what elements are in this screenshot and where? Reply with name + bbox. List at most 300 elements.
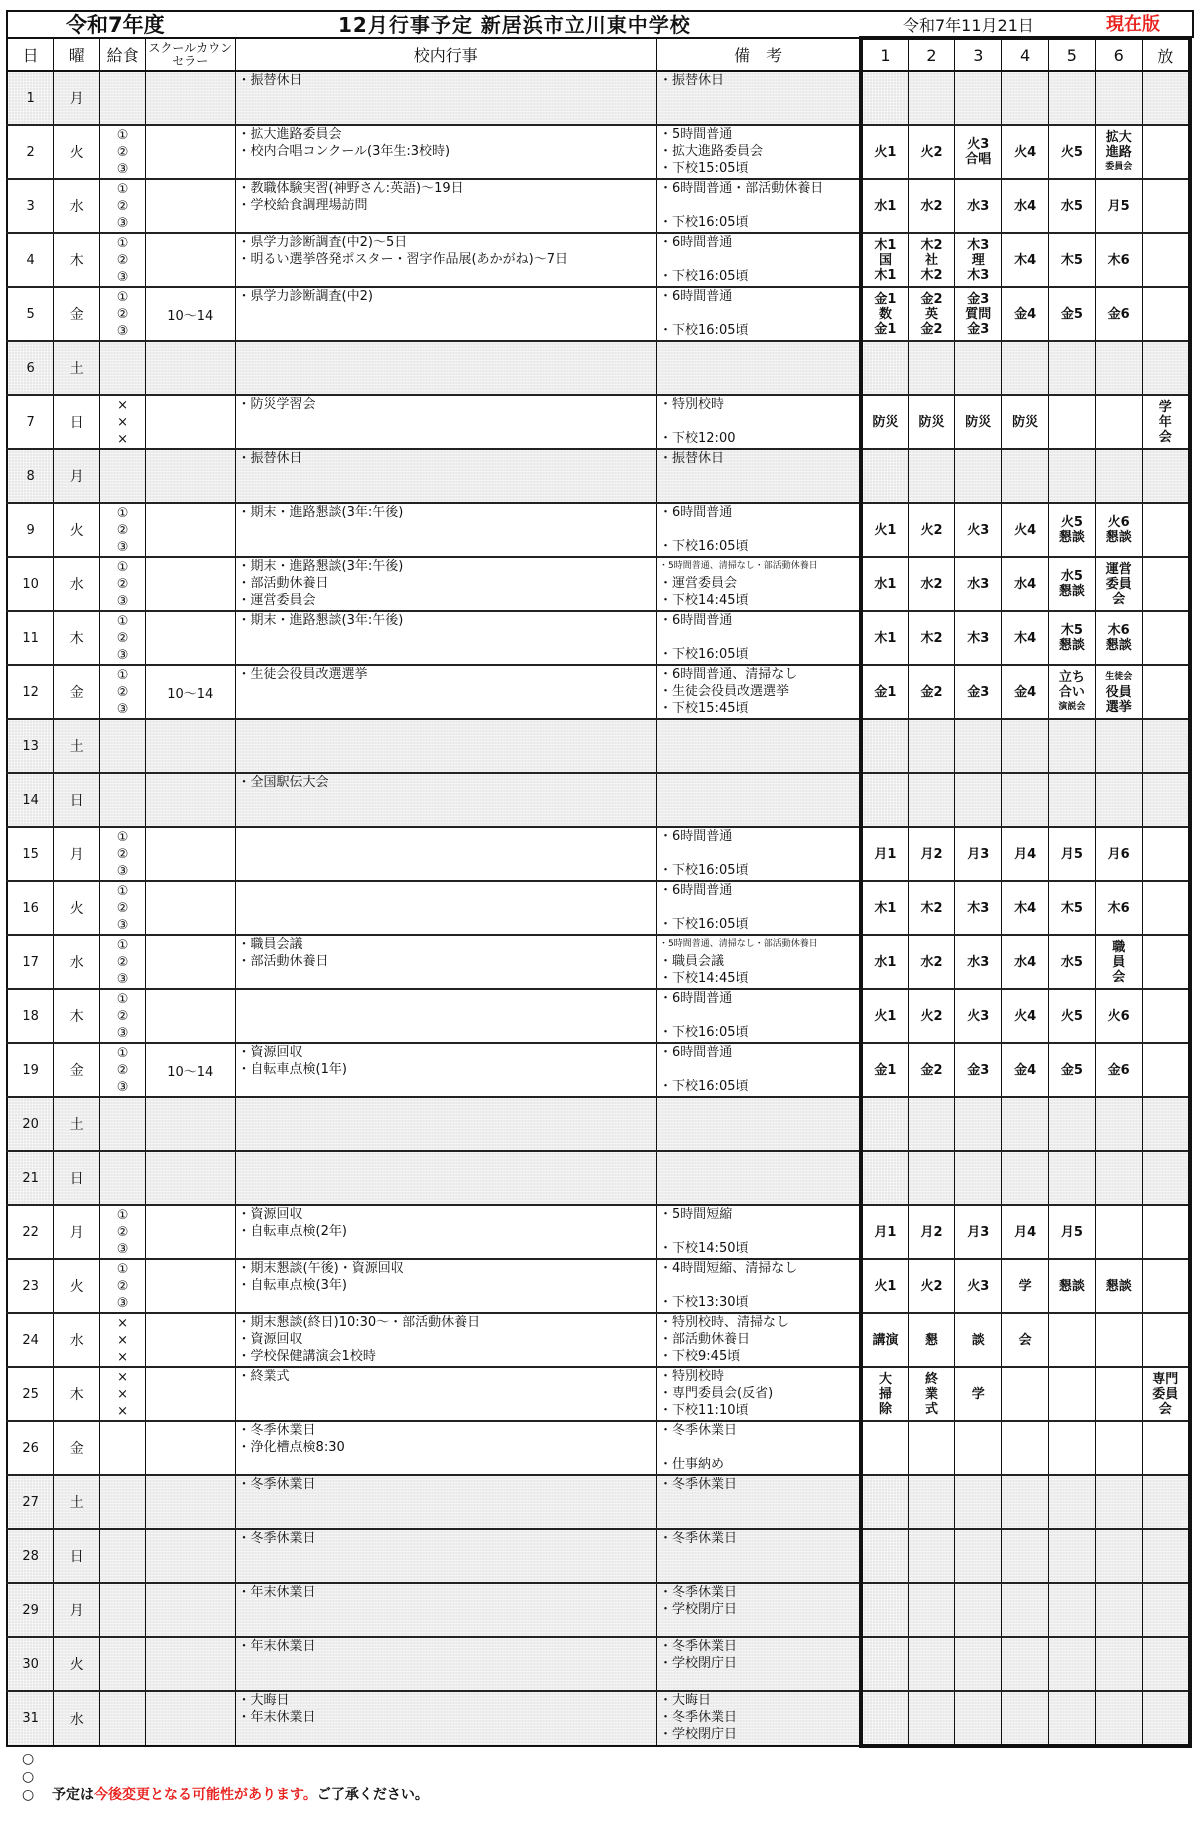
cell-weekday: 土 [54, 341, 100, 395]
cell-period-1 [861, 1097, 908, 1151]
note-line: ・運営委員会 [659, 576, 738, 591]
cell-weekday: 水 [54, 935, 100, 989]
period-text: 懇談 [1058, 530, 1085, 545]
note-line [659, 89, 859, 106]
cell-period-after-school [1142, 1205, 1190, 1259]
event-line: ・資源回収 [237, 1045, 303, 1060]
cell-period-2 [908, 989, 955, 1043]
cell-period-2 [908, 557, 955, 611]
note-line: ・下校16:05頃 [659, 917, 749, 932]
cell-notes [657, 1313, 862, 1367]
event-line [238, 990, 656, 1007]
cell-lunch [100, 395, 146, 449]
footer-notes [22, 1750, 429, 1804]
cell-period-3 [955, 1637, 1002, 1691]
note-line: ・6時間普通 [659, 235, 733, 250]
event-line [238, 1547, 656, 1564]
period-text: 火6 [1107, 515, 1130, 530]
note-line: ・6時間普通 [659, 613, 733, 628]
cell-day: 22 [7, 1205, 54, 1259]
cell-period-1 [861, 935, 908, 989]
lunch-mark [100, 1565, 145, 1582]
note-line [659, 791, 859, 808]
event-line [238, 322, 656, 339]
cell-lunch [100, 1691, 146, 1746]
note-line [659, 467, 859, 484]
cell-events [235, 1475, 656, 1529]
period-text: 火1 [874, 1008, 897, 1024]
event-line [238, 484, 656, 501]
cell-period-2 [908, 1421, 955, 1475]
cell-day: 12 [7, 665, 54, 719]
cell-period-after-school [1142, 233, 1190, 287]
cell-notes [657, 1367, 862, 1421]
cell-period-after-school [1142, 935, 1190, 989]
note-line [659, 1186, 859, 1203]
cell-period-after-school [1142, 881, 1190, 935]
period-text: 火1 [874, 1278, 897, 1294]
period-text: 金1 [874, 291, 897, 307]
cell-weekday: 月 [54, 1583, 100, 1637]
lunch-mark: × [117, 1386, 129, 1402]
lunch-mark [100, 1099, 145, 1116]
lunch-mark: × [117, 1315, 129, 1331]
cell-notes [657, 773, 862, 827]
lunch-mark: × [117, 1349, 129, 1365]
note-line [659, 197, 859, 214]
note-line: ・下校16:05頃 [659, 1025, 749, 1040]
lunch-mark: ③ [116, 539, 129, 555]
event-line [238, 916, 656, 933]
col-header-period-6: 6 [1095, 38, 1142, 71]
cell-period-after-school [1142, 1313, 1190, 1367]
period-text: 木2 [920, 237, 943, 253]
cell-period-2 [908, 179, 955, 233]
period-text: 学 [1018, 1278, 1032, 1294]
lunch-mark [100, 738, 145, 755]
note-line [659, 359, 859, 376]
cell-period-6 [1095, 1583, 1142, 1637]
event-line [238, 1007, 656, 1024]
note-line: ・冬季休業日 [659, 1423, 738, 1438]
period-text: 金3 [967, 684, 990, 700]
event-line [238, 646, 656, 663]
event-line [238, 720, 656, 737]
cell-period-4 [1002, 503, 1049, 557]
cell-events [235, 1043, 656, 1097]
disclaimer-warning: 今後変更となる可能性があります。 [94, 1787, 317, 1803]
cell-weekday: 月 [54, 449, 100, 503]
cell-events [235, 125, 656, 179]
cell-period-6 [1095, 1691, 1142, 1746]
cell-lunch [100, 1259, 146, 1313]
cell-notes [657, 1259, 862, 1313]
period-text: 金2 [920, 684, 943, 700]
event-line: ・自転車点検(2年) [237, 1224, 347, 1239]
lunch-mark [100, 1531, 145, 1548]
cell-events [235, 395, 656, 449]
lunch-mark: ③ [116, 1079, 129, 1095]
cell-events [235, 935, 656, 989]
cell-period-1 [861, 1367, 908, 1421]
cell-lunch [100, 1367, 146, 1421]
cell-day: 15 [7, 827, 54, 881]
lunch-mark: ③ [116, 647, 129, 663]
event-line [238, 1152, 656, 1169]
cell-counselor [145, 881, 235, 935]
cell-period-3 [955, 1313, 1002, 1367]
table-row [7, 71, 1190, 125]
cell-lunch [100, 503, 146, 557]
event-line [238, 1618, 656, 1635]
cell-notes [657, 233, 862, 287]
cell-counselor [145, 1097, 235, 1151]
period-text: 学 [971, 1386, 985, 1402]
cell-events [235, 287, 656, 341]
event-line [238, 1024, 656, 1041]
cell-period-2 [908, 341, 955, 395]
cell-day: 19 [7, 1043, 54, 1097]
note-line [659, 774, 859, 791]
event-line [238, 89, 656, 106]
cell-period-6 [1095, 1637, 1142, 1691]
col-header-period-2: 2 [908, 38, 955, 71]
period-text: 火3 [967, 1008, 990, 1024]
period-text: 月5 [1060, 1224, 1083, 1240]
lunch-mark: ① [116, 991, 129, 1007]
note-line: ・下校16:05頃 [659, 863, 749, 878]
cell-period-6 [1095, 611, 1142, 665]
event-line [238, 1115, 656, 1132]
cell-day: 29 [7, 1583, 54, 1637]
lunch-mark [100, 1187, 145, 1204]
cell-period-after-school [1142, 1583, 1190, 1637]
cell-period-1 [861, 827, 908, 881]
note-line: ・6時間普通 [659, 829, 733, 844]
event-line [238, 430, 656, 447]
period-text: 懇談 [1058, 584, 1085, 599]
period-text: 除 [878, 1401, 892, 1417]
event-line [238, 1078, 656, 1095]
lunch-mark [100, 107, 145, 124]
cell-period-6 [1095, 287, 1142, 341]
cell-day: 28 [7, 1529, 54, 1583]
cell-day: 14 [7, 773, 54, 827]
table-row [7, 557, 1190, 611]
cell-day: 30 [7, 1637, 54, 1691]
event-line [238, 808, 656, 825]
lunch-mark [100, 1710, 145, 1727]
col-header-after-school: 放 [1142, 38, 1190, 71]
note-line: ・振替休日 [659, 73, 725, 88]
cell-day: 6 [7, 341, 54, 395]
cell-period-2 [908, 827, 955, 881]
cell-weekday: 日 [54, 1529, 100, 1583]
cell-notes [657, 1421, 862, 1475]
cell-lunch [100, 287, 146, 341]
note-line [659, 413, 859, 430]
table-row [7, 1043, 1190, 1097]
period-text: 火4 [1014, 522, 1037, 538]
cell-notes [657, 1205, 862, 1259]
col-header-period-4: 4 [1002, 38, 1049, 71]
cell-period-3 [955, 449, 1002, 503]
cell-period-4 [1002, 125, 1049, 179]
cell-counselor [145, 827, 235, 881]
cell-period-1 [861, 773, 908, 827]
period-text: 木1 [874, 267, 897, 283]
cell-lunch [100, 1421, 146, 1475]
lunch-mark [100, 1423, 145, 1440]
cell-notes [657, 395, 862, 449]
lunch-mark: ① [116, 937, 129, 953]
cell-period-2 [908, 125, 955, 179]
period-text: 合い [1058, 684, 1085, 700]
note-line: ・下校16:05頃 [659, 1079, 749, 1094]
cell-events [235, 1205, 656, 1259]
period-text: 生徒会 [1105, 671, 1133, 682]
lunch-mark [100, 1548, 145, 1565]
lunch-mark: ② [116, 306, 129, 322]
cell-lunch [100, 1475, 146, 1529]
table-row [7, 503, 1190, 557]
period-text: 木1 [874, 900, 897, 916]
period-text: 演説会 [1058, 701, 1086, 712]
title-bar [6, 10, 1194, 38]
period-text: 防災 [872, 414, 899, 430]
cell-lunch [100, 233, 146, 287]
cell-counselor [145, 935, 235, 989]
col-header-period-1: 1 [861, 38, 908, 71]
period-text: 金3 [967, 291, 990, 307]
cell-period-3 [955, 125, 1002, 179]
lunch-mark [100, 1727, 145, 1744]
cell-weekday: 金 [54, 1043, 100, 1097]
table-row [7, 1313, 1190, 1367]
lunch-mark: ② [116, 1224, 129, 1240]
lunch-mark [100, 1656, 145, 1673]
cell-period-3 [955, 233, 1002, 287]
event-line: ・県学力診断調査(中2) [237, 289, 373, 304]
schedule-table [6, 36, 1192, 1748]
lunch-mark [100, 1477, 145, 1494]
note-line: ・生徒会役員改選選挙 [659, 684, 790, 699]
note-line: ・拡大進路委員会 [659, 144, 764, 159]
cell-period-5 [1049, 287, 1096, 341]
period-text: 水5 [1060, 569, 1083, 584]
cell-events [235, 1637, 656, 1691]
cell-events [235, 1367, 656, 1421]
cell-period-6 [1095, 1313, 1142, 1367]
period-text: 木5 [1060, 900, 1083, 916]
cell-weekday: 金 [54, 665, 100, 719]
cell-events [235, 719, 656, 773]
lunch-mark [100, 1440, 145, 1457]
event-line [238, 214, 656, 231]
cell-day: 23 [7, 1259, 54, 1313]
period-text: 年 [1158, 414, 1172, 430]
period-text: 水4 [1014, 576, 1037, 592]
period-text: 木4 [1014, 900, 1037, 916]
period-text: 会 [1158, 429, 1172, 445]
period-text: 防災 [918, 414, 945, 430]
table-row [7, 341, 1190, 395]
event-line: ・資源回収 [237, 1332, 303, 1347]
cell-weekday: 火 [54, 503, 100, 557]
cell-period-6 [1095, 773, 1142, 827]
period-text: 木2 [920, 900, 943, 916]
cell-weekday: 土 [54, 1475, 100, 1529]
period-text: 掃 [878, 1386, 892, 1402]
cell-lunch [100, 1637, 146, 1691]
note-line [659, 1277, 859, 1294]
period-text: 火2 [920, 144, 943, 160]
period-text: 式 [925, 1401, 939, 1417]
period-text: 水2 [920, 576, 943, 592]
table-row [7, 881, 1190, 935]
period-text: 金5 [1060, 306, 1083, 322]
table-row [7, 1637, 1190, 1691]
cell-period-4 [1002, 1529, 1049, 1583]
cell-period-1 [861, 395, 908, 449]
period-text: 英 [925, 306, 939, 322]
cell-notes [657, 287, 862, 341]
period-text: 木2 [920, 267, 943, 283]
cell-counselor [145, 1637, 235, 1691]
lunch-mark: ② [116, 954, 129, 970]
event-line [238, 970, 656, 987]
event-line [238, 1493, 656, 1510]
event-line [238, 899, 656, 916]
event-line: ・振替休日 [237, 451, 303, 466]
cell-period-1 [861, 611, 908, 665]
period-text: 月2 [920, 846, 943, 862]
cell-events [235, 611, 656, 665]
table-row [7, 179, 1190, 233]
cell-weekday: 日 [54, 773, 100, 827]
cell-period-2 [908, 1691, 955, 1746]
event-line [238, 845, 656, 862]
event-line: ・部活動休養日 [237, 576, 329, 591]
lunch-mark: ① [116, 829, 129, 845]
cell-notes [657, 557, 862, 611]
table-row [7, 935, 1190, 989]
cell-events [235, 989, 656, 1043]
period-text: 学 [1158, 399, 1172, 415]
cell-counselor [145, 71, 235, 125]
cell-weekday: 日 [54, 395, 100, 449]
lunch-mark: ① [116, 613, 129, 629]
lunch-mark: ② [116, 252, 129, 268]
note-line: ・6時間普通 [659, 991, 733, 1006]
note-line [659, 845, 859, 862]
period-text: 水2 [920, 198, 943, 214]
period-text: 水5 [1060, 198, 1083, 214]
disclaimer-suffix: ご了承ください。 [316, 1787, 429, 1803]
lunch-mark: × [117, 431, 129, 447]
note-line: ・冬季休業日 [659, 1710, 738, 1725]
event-line [238, 1564, 656, 1581]
period-text: 木6 [1107, 252, 1130, 268]
event-line [238, 305, 656, 322]
cell-day: 10 [7, 557, 54, 611]
col-header-period-5: 5 [1049, 38, 1096, 71]
cell-notes [657, 989, 862, 1043]
cell-lunch [100, 1043, 146, 1097]
note-line: ・冬季休業日 [659, 1639, 738, 1654]
cell-period-4 [1002, 827, 1049, 881]
lunch-mark: ③ [116, 1295, 129, 1311]
cell-day: 24 [7, 1313, 54, 1367]
event-line: ・教職体験実習(神野さん:英語)～19日 [237, 181, 464, 196]
event-line [238, 106, 656, 123]
lunch-mark: ② [116, 522, 129, 538]
cell-period-after-school [1142, 125, 1190, 179]
cell-notes [657, 449, 862, 503]
period-text: 金4 [1014, 306, 1037, 322]
lunch-mark: ② [116, 900, 129, 916]
cell-day: 7 [7, 395, 54, 449]
cell-period-4 [1002, 1367, 1049, 1421]
period-text: 懇談 [1058, 1278, 1085, 1294]
cell-period-5 [1049, 1475, 1096, 1529]
table-row [7, 1583, 1190, 1637]
page-title: 12月行事予定 新居浜市立川東中学校 [338, 13, 691, 37]
cell-period-5 [1049, 773, 1096, 827]
cell-events [235, 1151, 656, 1205]
period-text: 大 [878, 1371, 892, 1387]
cell-period-3 [955, 71, 1002, 125]
event-line [238, 1655, 656, 1672]
period-text: 金3 [967, 1062, 990, 1078]
period-text: 業 [925, 1386, 939, 1402]
event-line [238, 538, 656, 555]
period-text: 火5 [1060, 515, 1083, 530]
period-text: 質問 [965, 306, 992, 322]
note-line: ・下校16:05頃 [659, 647, 749, 662]
cell-events [235, 449, 656, 503]
cell-period-2 [908, 1475, 955, 1529]
period-text: 月6 [1107, 846, 1130, 862]
cell-period-4 [1002, 1205, 1049, 1259]
lunch-mark: ② [116, 576, 129, 592]
lunch-mark: ① [116, 505, 129, 521]
event-line: ・生徒会役員改選選挙 [237, 667, 368, 682]
cell-period-3 [955, 557, 1002, 611]
cell-period-5 [1049, 1583, 1096, 1637]
cell-period-4 [1002, 1583, 1049, 1637]
cell-counselor: 10～14 [145, 1043, 235, 1097]
cell-period-4 [1002, 1691, 1049, 1746]
cell-lunch [100, 1151, 146, 1205]
col-header-day: 日 [7, 38, 54, 71]
lunch-mark: ③ [116, 971, 129, 987]
cell-period-2 [908, 1097, 955, 1151]
lunch-mark: ① [116, 1261, 129, 1277]
event-line [238, 342, 656, 359]
cell-day: 18 [7, 989, 54, 1043]
cell-period-2 [908, 449, 955, 503]
cell-lunch [100, 1529, 146, 1583]
note-line [659, 1132, 859, 1149]
col-header-counselor: スクールカウンセラー [145, 38, 235, 71]
note-line: ・冬季休業日 [659, 1531, 738, 1546]
lunch-mark [100, 1153, 145, 1170]
period-text: 火1 [874, 144, 897, 160]
event-line [238, 862, 656, 879]
event-line [238, 629, 656, 646]
cell-period-after-school [1142, 1043, 1190, 1097]
